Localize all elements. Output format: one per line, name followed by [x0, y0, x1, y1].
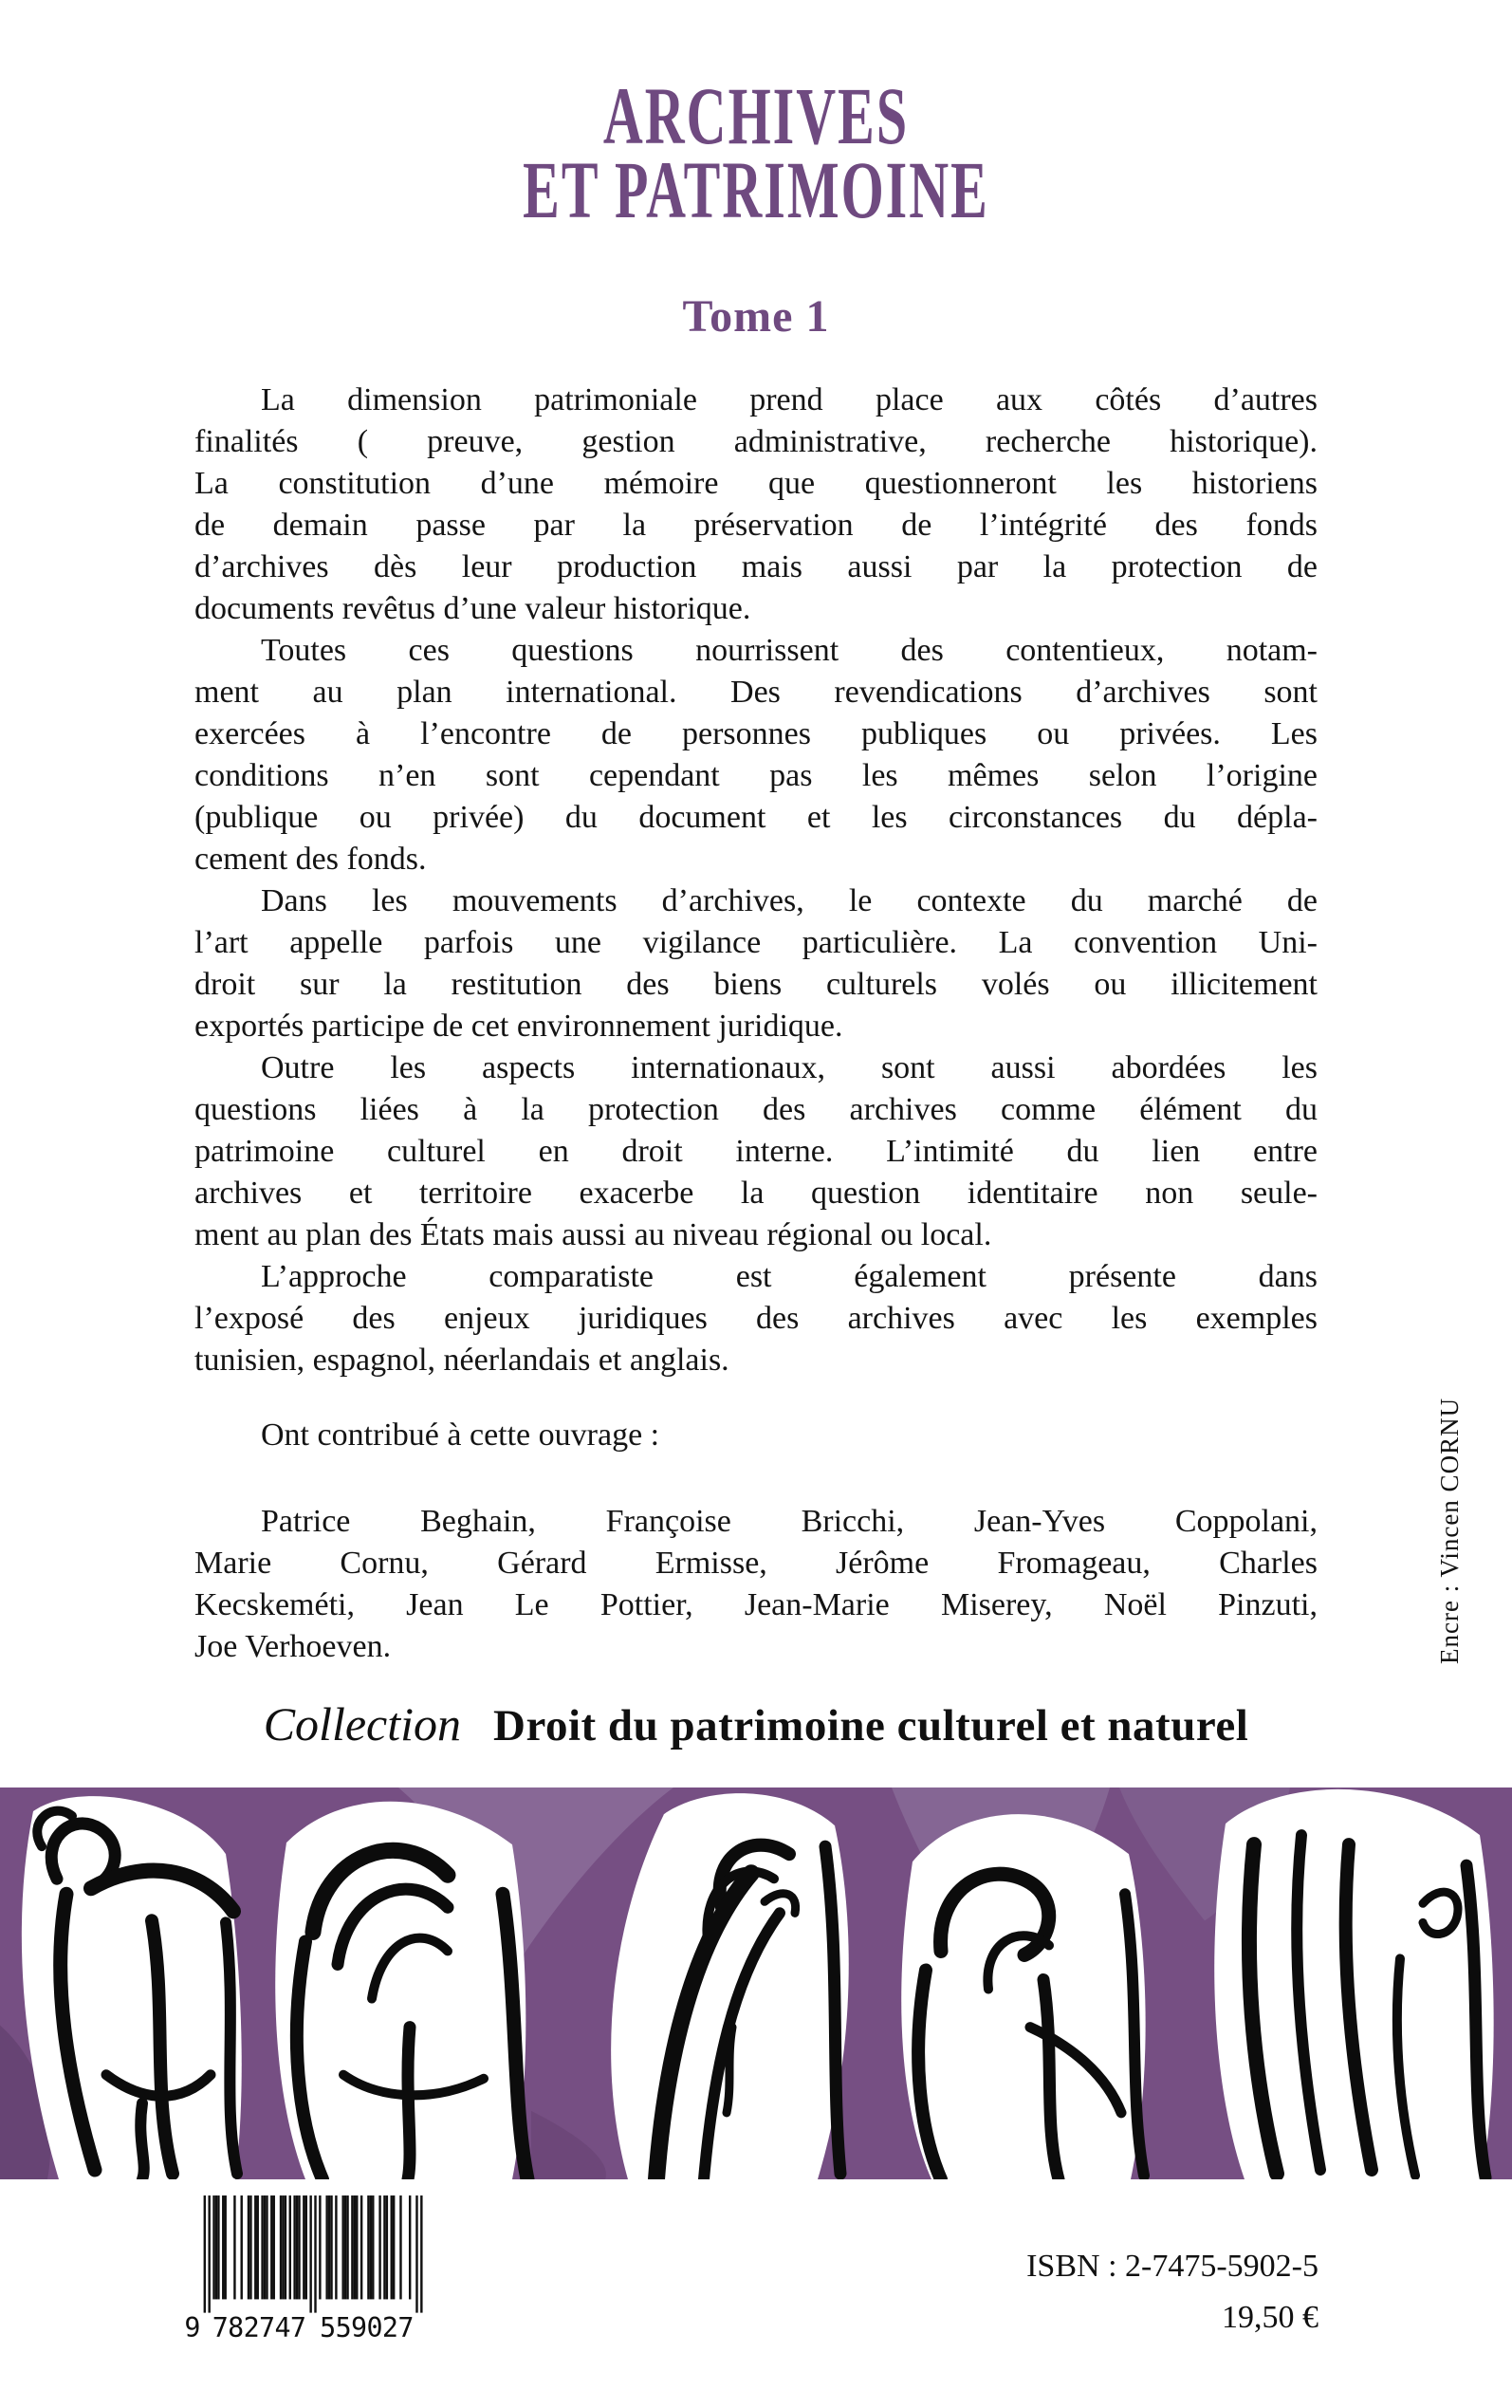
ink-figure: [275, 1802, 527, 2179]
contributors-heading: Ont contribué à cette ouvrage :: [261, 1417, 660, 1453]
barcode-digit-first: 9: [184, 2311, 201, 2342]
collection-line: [0, 1696, 1512, 1751]
paragraph: [194, 380, 1318, 630]
isbn-price-block: [1026, 2249, 1318, 2336]
text-line: questions liées à la protection des archives comme élément du: [194, 1092, 1318, 1127]
ink-artist-credit: Encre : Vincen CORNU: [1435, 1397, 1464, 1664]
paragraph: [194, 630, 1318, 880]
text-line: de demain passe par la préservation de l’intégrité des fonds: [194, 508, 1318, 543]
collection-label: Collection: [263, 1697, 462, 1750]
text-line: conditions n’en sont cependant pas les mêmes selon l’origine: [194, 758, 1318, 793]
ink-figure: [22, 1796, 242, 2179]
text-line: Patrice Beghain, Françoise Bricchi, Jean-Yves Coppolani,: [261, 1504, 1318, 1539]
text-line: L’approche comparatiste est également présente dans: [261, 1259, 1318, 1294]
text-line: (publique ou privée) du document et les circonstances du dépla-: [194, 800, 1318, 835]
text-line: cement des fonds.: [194, 842, 427, 877]
text-line: Kecskeméti, Jean Le Pottier, Jean-Marie Miserey, Noël Pinzuti,: [194, 1587, 1318, 1622]
text-line: ment au plan des États mais aussi au niveau régional ou local.: [194, 1217, 992, 1252]
ink-figure: [1214, 1789, 1493, 2179]
text-line: ment au plan international. Des revendications d’archives sont: [194, 675, 1318, 710]
contributors-list: [194, 1501, 1318, 1668]
text-line: tunisien, espagnol, néerlandais et anglais.: [194, 1343, 729, 1378]
text-line: Toutes ces questions nourrissent des contentieux, notam-: [261, 633, 1318, 668]
text-line: archives et territoire exacerbe la question identitaire non seule-: [194, 1176, 1318, 1211]
text-line: patrimoine culturel en droit interne. L’intimité du lien entre: [194, 1134, 1318, 1169]
barcode-bars: [204, 2195, 423, 2313]
text-line: La dimension patrimoniale prend place aux côtés d’autres: [261, 382, 1318, 417]
isbn-number: ISBN : 2-7475-5902-5: [1026, 2249, 1318, 2284]
back-cover-text: [194, 380, 1318, 1381]
text-line: Joe Verhoeven.: [194, 1629, 392, 1664]
text-line: Marie Cornu, Gérard Ermisse, Jérôme Fromageau, Charles: [194, 1546, 1318, 1581]
text-line: documents revêtus d’une valeur historique.: [194, 591, 751, 626]
paragraph: [194, 1047, 1318, 1256]
text-line: d’archives dès leur production mais aussi par la protection de: [194, 549, 1318, 584]
volume-label: Tome 1: [682, 291, 830, 342]
collection-series-title: Droit du patrimoine culturel et naturel: [493, 1701, 1249, 1750]
text-line: La constitution d’une mémoire que questionneront les historiens: [194, 466, 1318, 501]
book-title: [0, 70, 1512, 236]
ink-figure: [901, 1814, 1145, 2179]
text-line: exportés participe de cet environnement juridique.: [194, 1009, 843, 1044]
text-line: Dans les mouvements d’archives, le contexte du marché de: [261, 883, 1318, 918]
price: 19,50 €: [1222, 2300, 1318, 2335]
text-line: exercées à l’encontre de personnes publiques ou privées. Les: [194, 716, 1318, 751]
paragraph: [194, 880, 1318, 1047]
barcode-digits-right: 559027: [320, 2311, 415, 2342]
text-line: finalités ( preuve, gestion administrative, recherche historique).: [194, 424, 1318, 459]
ean13-barcode: [184, 2194, 431, 2342]
text-line: Outre les aspects internationaux, sont aussi abordées les: [261, 1050, 1318, 1085]
barcode-digits-left: 782747: [212, 2311, 306, 2342]
title-line-2: ET PATRIMOINE: [523, 144, 989, 236]
text-line: droit sur la restitution des biens culturels volés ou illicitement: [194, 967, 1318, 1002]
paragraph: [194, 1256, 1318, 1381]
text-line: l’art appelle parfois une vigilance particulière. La convention Uni-: [194, 925, 1318, 960]
title-line-1: ARCHIVES: [602, 70, 910, 162]
ink-figures-illustration: [0, 1787, 1512, 2179]
text-line: l’exposé des enjeux juridiques des archives avec les exemples: [194, 1301, 1318, 1336]
